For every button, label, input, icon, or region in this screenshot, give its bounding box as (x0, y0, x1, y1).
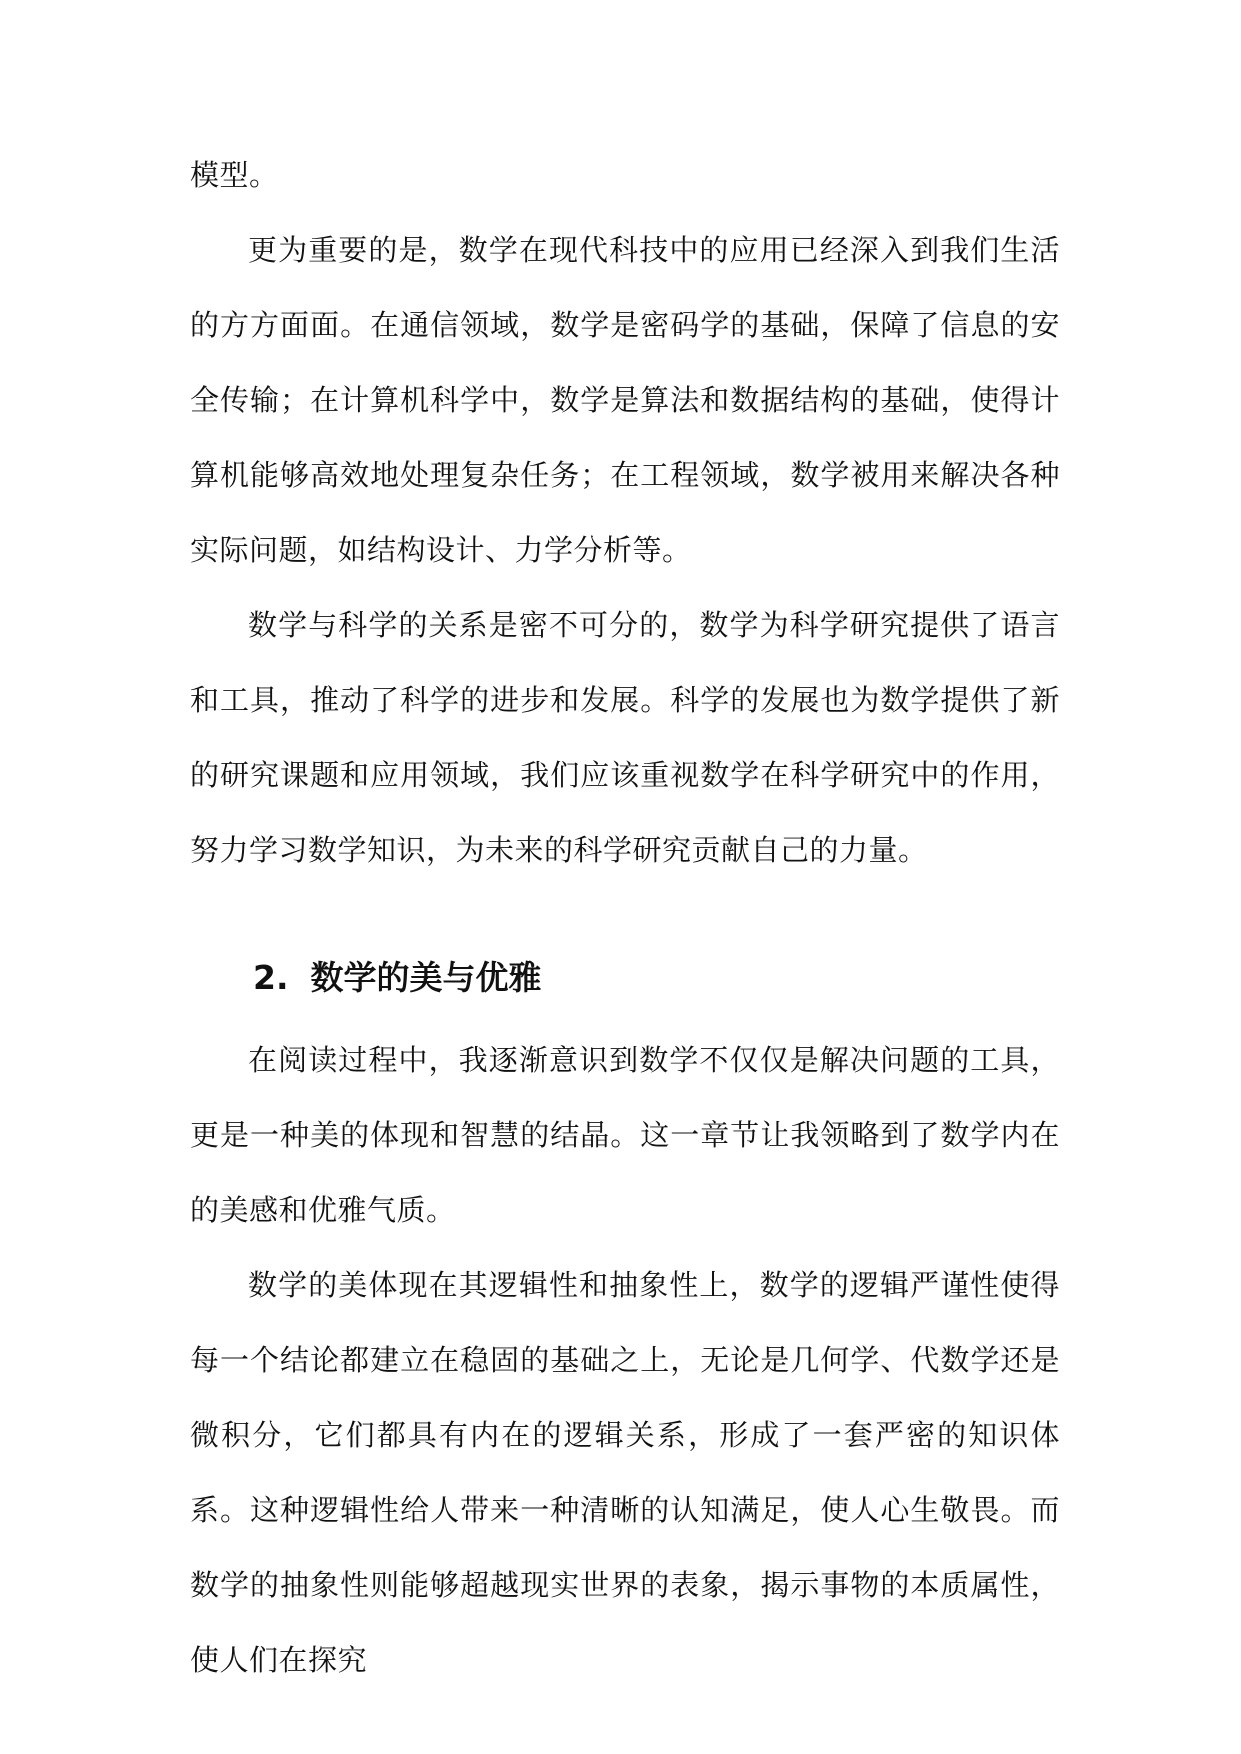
paragraph-beauty-of-math: 数学的美体现在其逻辑性和抽象性上，数学的逻辑严谨性使得每一个结论都建立在稳固的基础之上，无论是几何学、代数学还是微积分，它们都具有内在的逻辑关系，形成了一套严密的知识体系。这种逻辑性给人带来一种清晰的认知满足，使人心生敬畏。而数学的抽象性则能够超越现实世界的表象，揭示事物的本质属性，使人们在探究 (190, 1268, 1060, 1677)
section-title: 数学的美与优雅 (310, 958, 542, 997)
section-heading (190, 933, 1060, 1023)
paragraph-reading-reflection: 在阅读过程中，我逐渐意识到数学不仅仅是解决问题的工具，更是一种美的体现和智慧的结晶。这一章节让我领略到了数学内在的美感和优雅气质。 (190, 1043, 1060, 1227)
document-page (190, 138, 1060, 1698)
paragraph-math-in-technology: 更为重要的是，数学在现代科技中的应用已经深入到我们生活的方方面面。在通信领域，数学是密码学的基础，保障了信息的安全传输；在计算机科学中，数学是算法和数据结构的基础，使得计算机能够高效地处理复杂任务；在工程领域，数学被用来解决各种实际问题，如结构设计、力学分析等。 (190, 233, 1060, 567)
paragraph-continuation: 模型。 (190, 158, 279, 192)
section-number: 2. (253, 958, 289, 997)
paragraph-math-and-science: 数学与科学的关系是密不可分的，数学为科学研究提供了语言和工具，推动了科学的进步和发展。科学的发展也为数学提供了新的研究课题和应用领域，我们应该重视数学在科学研究中的作用，努力学习数学知识，为未来的科学研究贡献自己的力量。 (190, 608, 1060, 867)
